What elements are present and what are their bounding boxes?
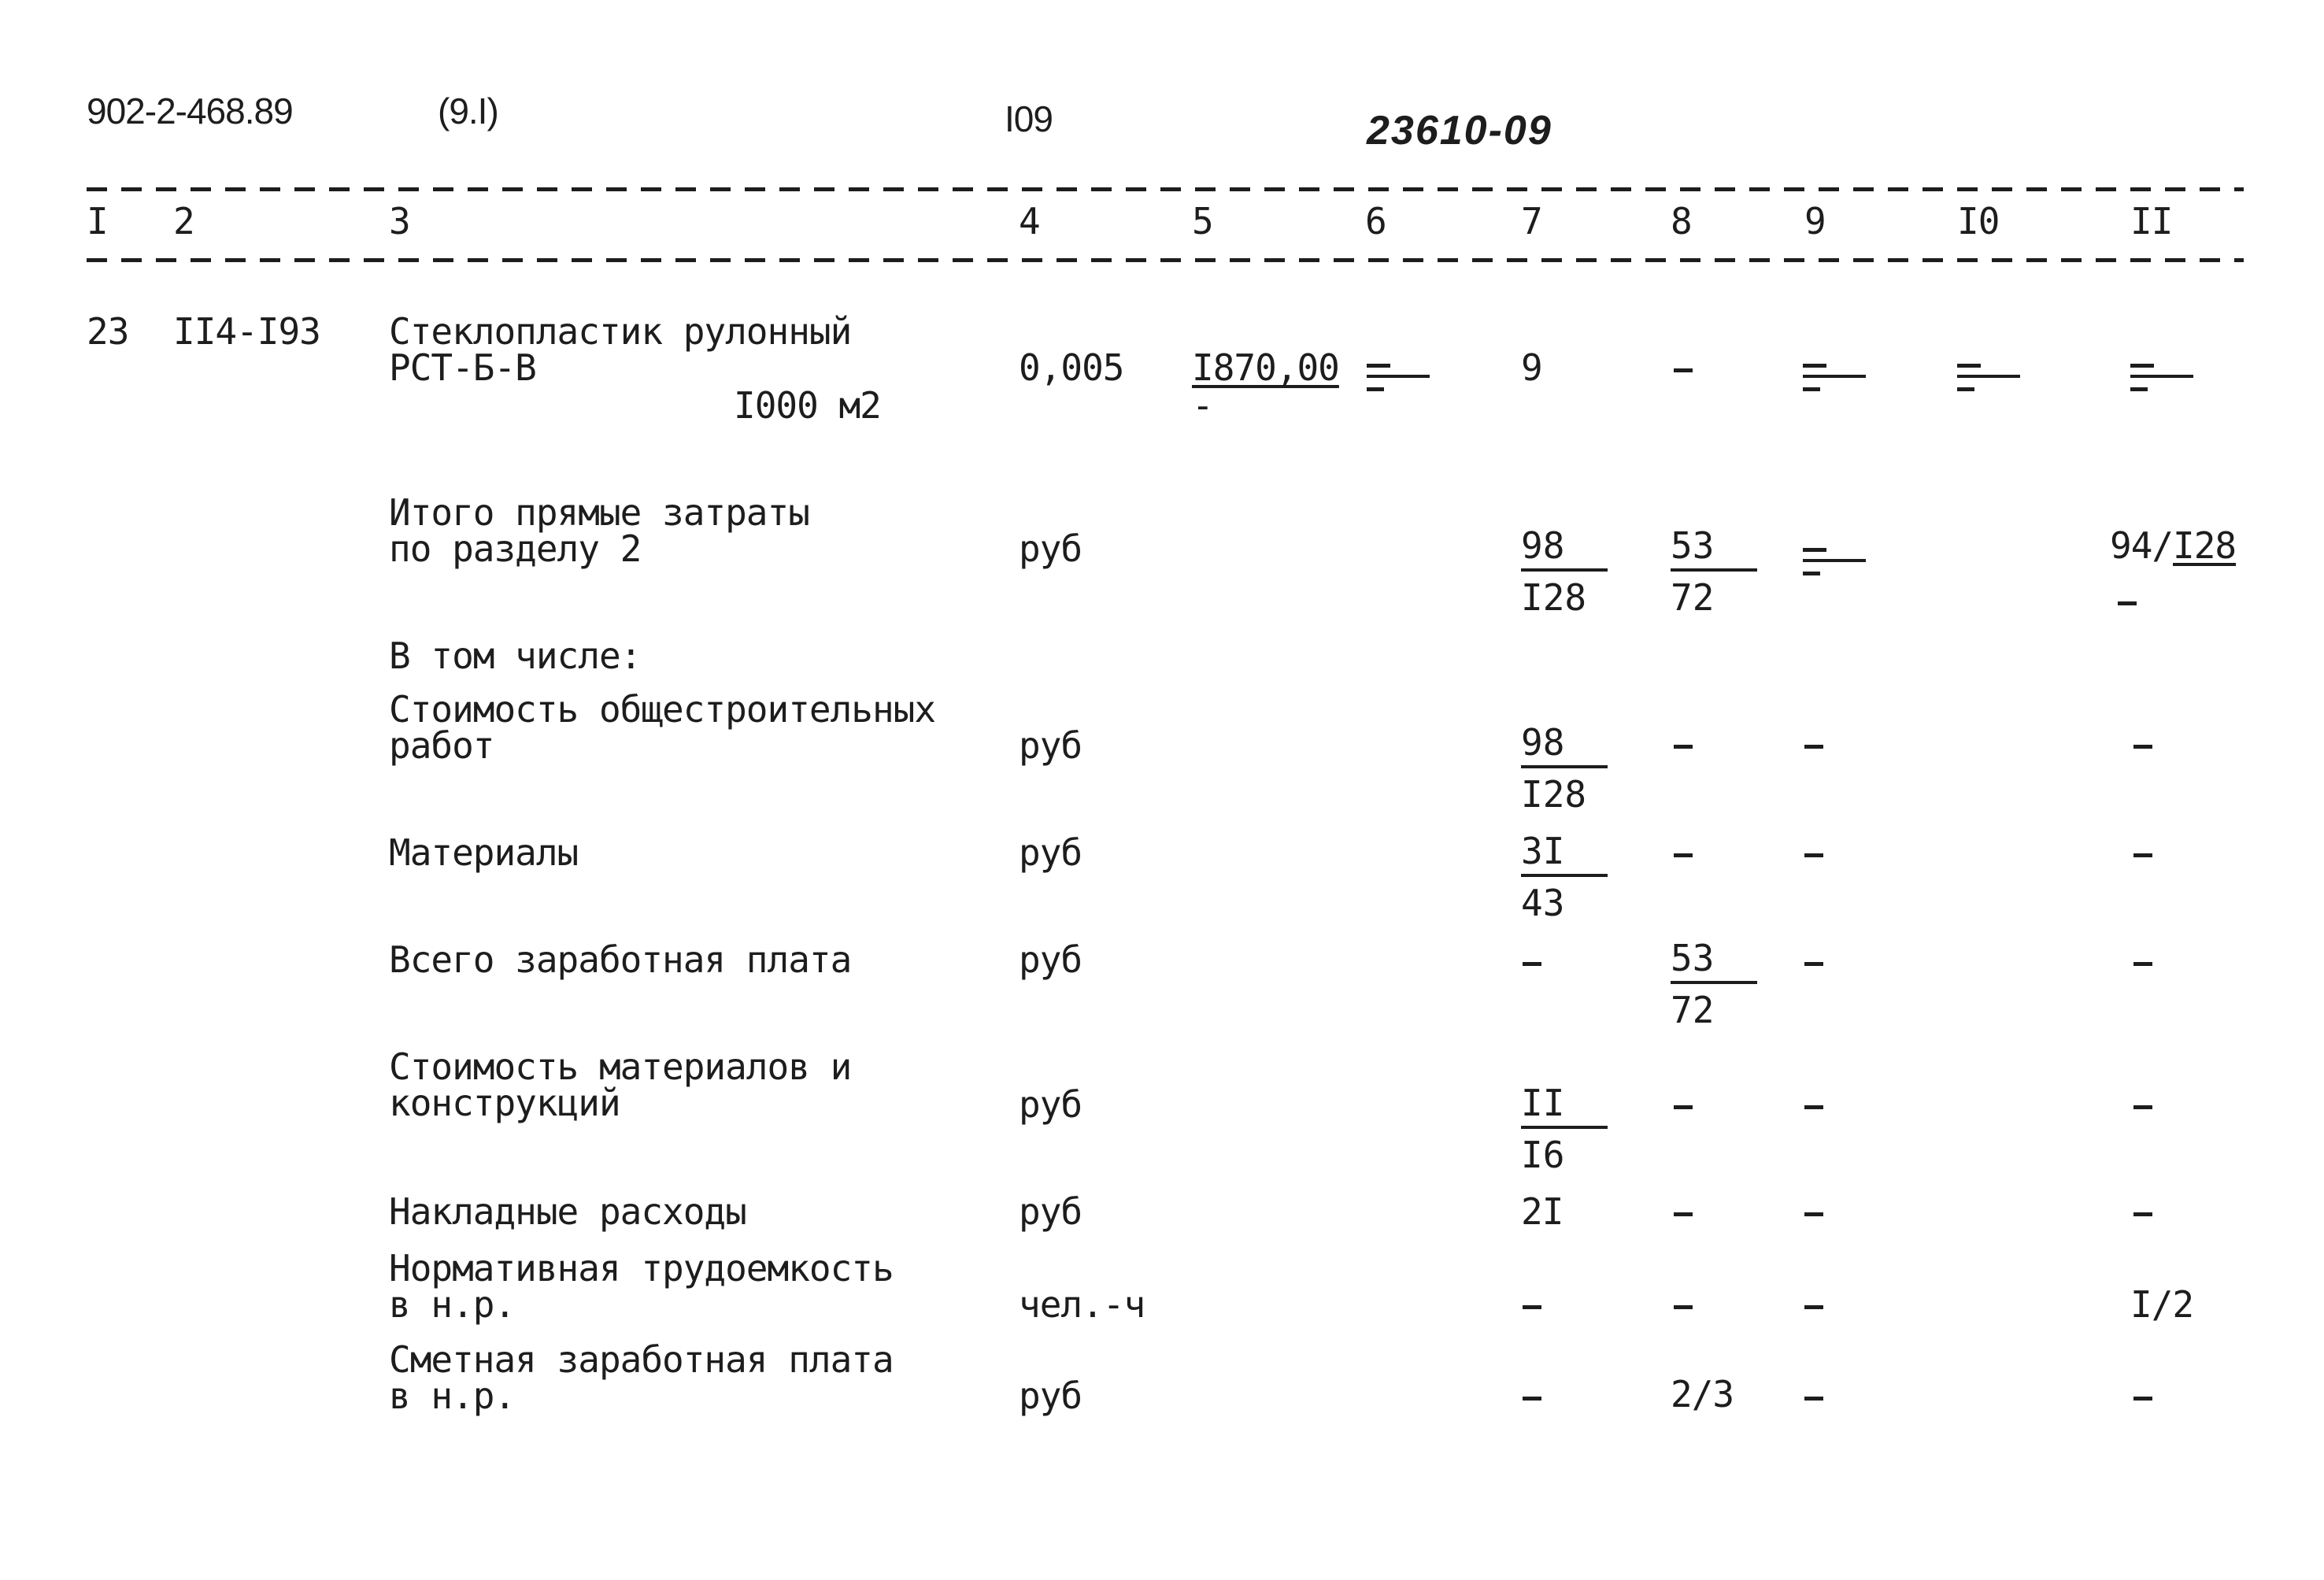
overhead-col11 <box>2133 1212 2152 1216</box>
labor-unit: чел.-ч <box>1019 1283 1145 1326</box>
mat-constr-col7 <box>1521 1082 1608 1176</box>
column-header-11: II <box>2130 200 2173 242</box>
est-wage-label-line2: в н.р. <box>389 1375 516 1417</box>
materials-label: Материалы <box>389 831 579 874</box>
wages-col7 <box>1523 962 1541 966</box>
general-unit: руб <box>1019 724 1082 767</box>
column-header-1: I <box>87 200 108 242</box>
general-col7 <box>1521 721 1608 816</box>
totals-col8 <box>1671 524 1757 619</box>
mat-constr-label-line2: конструкций <box>389 1082 620 1124</box>
column-header-6: 6 <box>1365 200 1386 242</box>
labor-col7 <box>1523 1305 1541 1309</box>
column-header-8: 8 <box>1671 200 1692 242</box>
materials-col11 <box>2133 853 2152 857</box>
labor-col8 <box>1674 1305 1693 1309</box>
est-wage-label-line1: Сметная заработная плата <box>389 1338 894 1381</box>
item-col7: 9 <box>1521 346 1542 389</box>
overhead-label: Накладные расходы <box>389 1190 746 1233</box>
general-col7-num: 98 <box>1521 724 1608 768</box>
est-wage-col9 <box>1804 1397 1823 1401</box>
mat-constr-col7-den: I6 <box>1521 1134 1565 1176</box>
est-wage-col7 <box>1523 1397 1541 1401</box>
overhead-col8 <box>1674 1212 1693 1216</box>
column-header-10: I0 <box>1957 200 2000 242</box>
document-code: 902-2-468.89 <box>87 91 293 131</box>
mat-constr-col8 <box>1674 1105 1693 1109</box>
item-code: II4-I93 <box>173 310 320 353</box>
item-price-sub: - <box>1192 384 1213 427</box>
column-header-2: 2 <box>173 200 194 242</box>
column-header-7: 7 <box>1521 200 1542 242</box>
column-header-3: 3 <box>389 200 410 242</box>
est-wage-col11 <box>2133 1397 2152 1401</box>
labor-label-line1: Нормативная трудоемкость <box>389 1247 894 1290</box>
mat-constr-col9 <box>1804 1105 1823 1109</box>
header-bottom-rule <box>87 258 2244 262</box>
overhead-col9 <box>1804 1212 1823 1216</box>
item-price: I870,00 <box>1192 346 1339 389</box>
materials-col7-den: 43 <box>1521 882 1565 924</box>
est-wage-unit: руб <box>1019 1375 1082 1417</box>
totals-col11-pre: 94/ <box>2110 524 2174 567</box>
labor-col9 <box>1804 1305 1823 1309</box>
mat-constr-col11 <box>2133 1105 2152 1109</box>
general-label-line2: работ <box>389 724 494 767</box>
item-unit: I000 м2 <box>734 384 881 427</box>
materials-unit: руб <box>1019 831 1082 874</box>
totals-col11-sub <box>2118 601 2137 605</box>
column-header-4: 4 <box>1019 200 1040 242</box>
general-col11 <box>2133 745 2152 749</box>
mat-constr-col7-num: II <box>1521 1085 1608 1129</box>
materials-col7-num: 3I <box>1521 833 1608 877</box>
general-label-line1: Стоимость общестроительных <box>389 688 936 731</box>
totals-unit: руб <box>1019 527 1082 570</box>
item-col8 <box>1674 368 1693 372</box>
general-col7-den: I28 <box>1521 773 1587 816</box>
item-number: 23 <box>87 310 129 353</box>
wages-unit: руб <box>1019 938 1082 981</box>
wages-col11 <box>2133 962 2152 966</box>
wages-col8 <box>1671 937 1757 1031</box>
stamp-number: 23610-09 <box>1367 108 1552 154</box>
wages-label: Всего заработная плата <box>389 938 852 981</box>
section-reference: (9.I) <box>438 91 498 131</box>
materials-col9 <box>1804 853 1823 857</box>
labor-col11: I/2 <box>2130 1283 2194 1326</box>
mat-constr-label-line1: Стоимость материалов и <box>389 1045 852 1088</box>
column-header-5: 5 <box>1192 200 1213 242</box>
wages-col9 <box>1804 962 1823 966</box>
overhead-col7: 2I <box>1521 1190 1564 1233</box>
totals-col7-num: 98 <box>1521 527 1608 572</box>
est-wage-col8: 2/3 <box>1671 1373 1734 1415</box>
page-number: I09 <box>1005 98 1053 139</box>
general-col9 <box>1804 745 1823 749</box>
labor-label-line2: в н.р. <box>389 1283 516 1326</box>
overhead-unit: руб <box>1019 1190 1082 1233</box>
mat-constr-unit: руб <box>1019 1083 1082 1126</box>
including-label: В том числе: <box>389 635 642 677</box>
materials-col7 <box>1521 830 1608 924</box>
general-col8 <box>1674 745 1693 749</box>
item-name-line1: Стеклопластик рулонный <box>389 310 852 353</box>
totals-col8-num: 53 <box>1671 527 1757 572</box>
totals-col8-den: 72 <box>1671 576 1715 619</box>
totals-label-line2: по разделу 2 <box>389 527 642 570</box>
item-quantity: 0,005 <box>1019 346 1124 389</box>
totals-col7 <box>1521 524 1608 619</box>
totals-col11-main: I28 <box>2173 524 2237 567</box>
header-top-rule <box>87 187 2244 191</box>
wages-col8-num: 53 <box>1671 940 1757 984</box>
wages-col8-den: 72 <box>1671 989 1715 1031</box>
totals-label-line1: Итого прямые затраты <box>389 491 809 534</box>
item-name-line2: РСТ-Б-В <box>389 346 536 389</box>
totals-col7-den: I28 <box>1521 576 1587 619</box>
column-header-9: 9 <box>1804 200 1826 242</box>
materials-col8 <box>1674 853 1693 857</box>
